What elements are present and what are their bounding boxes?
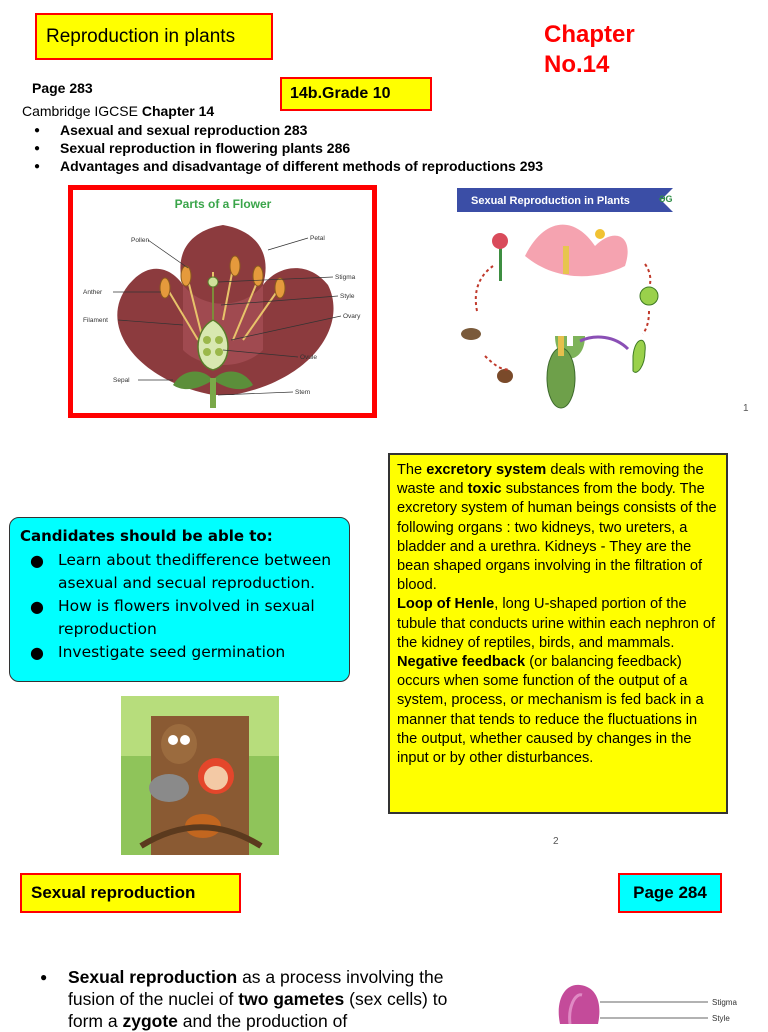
label-pistil-stigma: Stigma <box>712 998 737 1007</box>
pollen-tube-icon <box>633 340 645 372</box>
cambridge-chapter: Chapter 14 <box>141 103 215 119</box>
owl-icon <box>161 724 197 764</box>
cambridge-prefix: Cambridge IGCSE <box>22 103 142 119</box>
section-heading: Sexual reproduction <box>31 883 196 902</box>
candidates-box <box>9 517 350 682</box>
chapter-line2: No.14 <box>544 51 610 78</box>
label-pollen: Pollen <box>131 237 150 244</box>
page-number-283: Page 283 <box>32 80 93 96</box>
cycle-flower <box>525 225 628 277</box>
page-marker-1: 1 <box>743 403 749 414</box>
title-box <box>35 13 273 60</box>
label-stigma: Stigma <box>335 274 356 281</box>
pistil-diagram <box>520 975 750 1024</box>
chapter-line1: Chapter <box>544 21 635 48</box>
reproduction-cycle-diagram <box>455 186 685 416</box>
toc-item: ● Advantages and disadvantage of different methods of reproductions 293 <box>34 158 544 174</box>
teacher-cartoon-image <box>121 696 279 855</box>
flower-diagram-svg <box>73 190 372 413</box>
pollen-grain-icon <box>640 287 658 305</box>
geeks-logo: ƏG <box>659 194 673 204</box>
label-ovule: Ovule <box>300 354 317 361</box>
label-anther: Anther <box>83 289 103 296</box>
bee-icon <box>595 229 605 239</box>
ovary-icon <box>547 348 575 408</box>
candidates-list <box>20 549 339 664</box>
label-sepal: Sepal <box>113 377 130 384</box>
toc-item: ● Asexual and sexual reproduction 283 <box>34 122 308 138</box>
page-title: Reproduction in plants <box>46 25 236 47</box>
page-number-284: Page 284 <box>633 883 707 902</box>
raccoon-icon <box>149 774 189 802</box>
page-284-box <box>618 873 722 913</box>
list-item: ● How is flowers involved in sexual reproduction <box>30 597 315 638</box>
chapter-heading <box>544 20 635 80</box>
label-filament: Filament <box>83 317 108 324</box>
small-flower-icon <box>492 233 508 249</box>
page-marker-2: 2 <box>553 836 559 847</box>
seed-pod-icon <box>461 328 481 340</box>
label-ovary: Ovary <box>343 313 361 320</box>
label-pistil-style: Style <box>712 1014 730 1023</box>
grade-label: 14b.Grade 10 <box>290 85 391 102</box>
seed-icon <box>497 369 513 383</box>
toc-item: ● Sexual reproduction in flowering plants 286 <box>34 140 351 156</box>
label-style: Style <box>340 293 355 300</box>
grade-box <box>280 77 432 111</box>
list-item: ● Investigate seed germination <box>30 643 286 662</box>
label-petal: Petal <box>310 235 325 242</box>
candidates-title: Candidates should be able to: <box>20 527 273 545</box>
flower-diagram <box>68 185 377 418</box>
cycle-banner-text: Sexual Reproduction in Plants <box>471 195 630 207</box>
stem-shape <box>210 378 216 408</box>
cambridge-line <box>22 103 214 119</box>
fertilization-arrow <box>580 337 628 349</box>
toc-list <box>34 121 543 175</box>
sexual-reproduction-heading-box <box>20 873 241 913</box>
sexual-reproduction-paragraph: ● Sexual reproduction as a process involving the fusion of the nuclei of two gametes (sex cells) to form a zygote and the production of <box>40 967 448 1031</box>
flower-title: Parts of a Flower <box>174 197 272 211</box>
excretory-info-box: The excretory system deals with removing the waste and toxic substances from the body. The excretory system of human beings consists of the following organs : two kidneys, two ureters, a bladder and a urethra. Kidneys - They are the bean shaped organs involving in the filtration of blood. Loop of Henle, long U-shaped portion of the tubule that conducts urine within each nephron of the kidney of reptiles, birds, and mammals. Negative feedback (or balancing feedback) occurs when some function of the output of a system, process, or mechanism is fed back in a manner that tends to reduce the fluctuations in the output, whether caused by changes in the input or by other disturbances. <box>388 453 728 814</box>
label-stem: Stem <box>295 389 311 396</box>
list-item: ● Learn about thedifference between asexual and secual reproduction. <box>30 551 332 592</box>
